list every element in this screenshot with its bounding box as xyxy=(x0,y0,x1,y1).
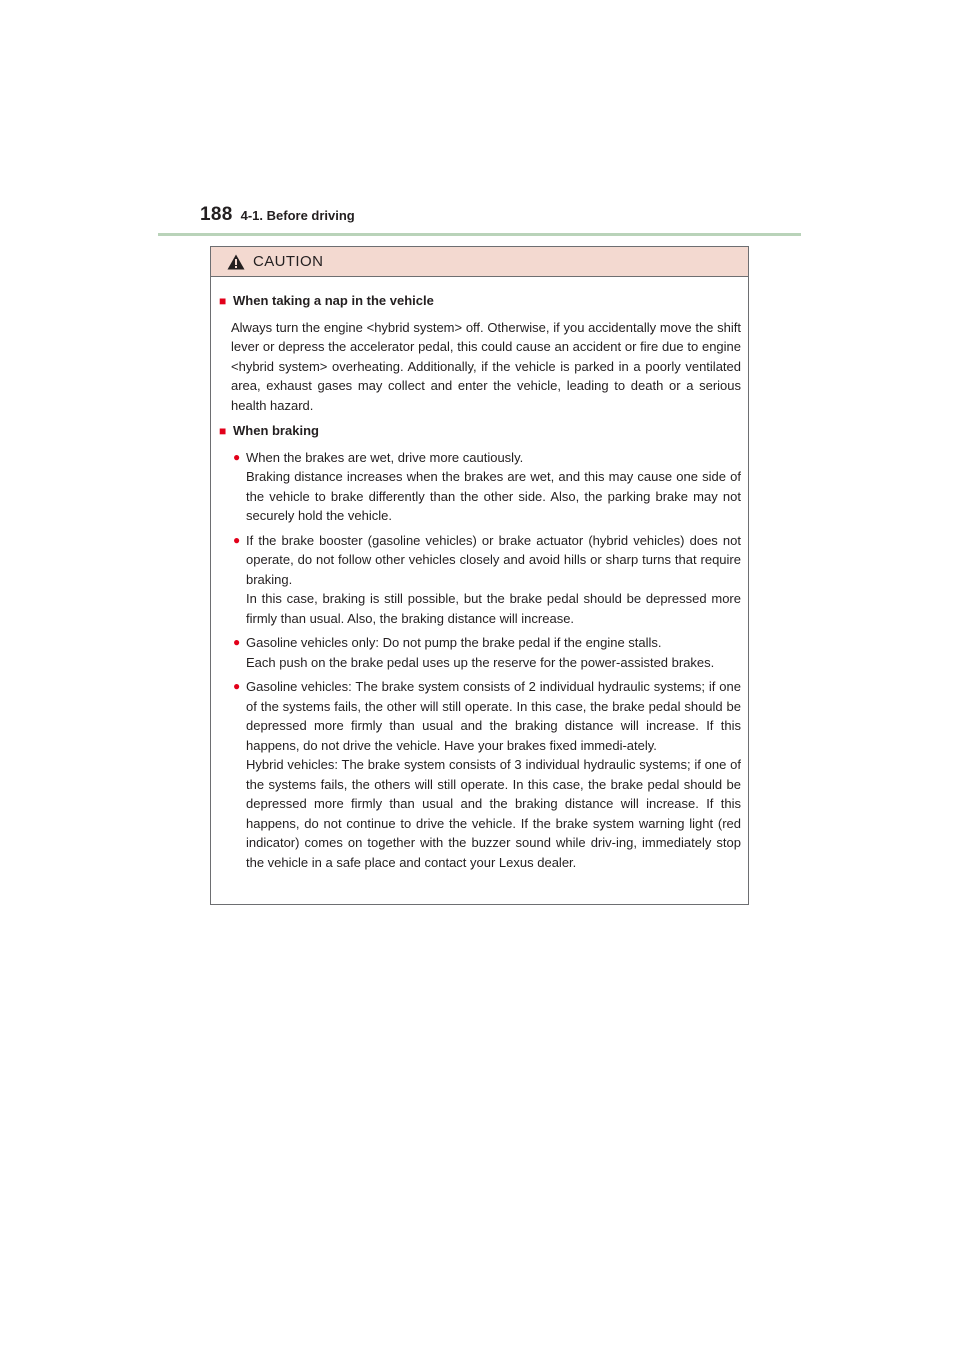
item-text: Hybrid vehicles: The brake system consists of 3 individual hydraulic systems; if one of the systems fails, the others will still operate. In this case, the brake pedal should be depressed more firmly than usual and the braking distance will increase. If this happens, do not continue to drive the vehicle. If the brake system warning light (red indicator) comes on together with the buzzer sound while driv-ing, immediately stop the vehicle in a safe place and contact your Lexus dealer. xyxy=(246,757,741,870)
topic-heading-braking xyxy=(219,421,741,442)
circle-bullet-icon: ● xyxy=(233,635,241,649)
caution-label: CAUTION xyxy=(253,253,324,270)
caution-box xyxy=(210,246,749,905)
page-header xyxy=(200,204,355,232)
topic-heading-text: When braking xyxy=(233,423,319,438)
list-item xyxy=(233,448,741,526)
item-text: Braking distance increases when the brakes are wet, and this may cause one side of the vehicle to brake differently than the other side. Also, the parking brake may not securely hold the vehicle. xyxy=(246,469,741,523)
square-bullet-icon: ■ xyxy=(219,424,227,438)
caution-body xyxy=(211,277,748,872)
item-text: Gasoline vehicles only: Do not pump the brake pedal if the engine stalls. xyxy=(246,635,662,650)
caution-header xyxy=(211,247,748,277)
warning-triangle-icon xyxy=(227,254,245,270)
circle-bullet-icon: ● xyxy=(233,449,241,464)
item-text: Gasoline vehicles: The brake system consists of 2 individual hydraulic systems; if one of the systems fails, the other will still operate. In this case, the brake pedal should be depressed more firmly than usual and the braking distance will increase. If this happens, do not drive the vehicle. Have your brakes fixed immedi-ately. xyxy=(246,679,741,753)
item-text: Each push on the brake pedal uses up the reserve for the power-assisted brakes. xyxy=(246,654,715,670)
header-divider xyxy=(158,233,801,236)
section-title: 4-1. Before driving xyxy=(240,208,355,223)
item-text: In this case, braking is still possible, but the brake pedal should be depressed more firmly than usual. Also, the braking distance will increase. xyxy=(246,591,741,626)
topic-heading-text: When taking a nap in the vehicle xyxy=(233,293,434,308)
topic-paragraph-nap: Always turn the engine <hybrid system> off. Otherwise, if you accidentally move the shift lever or depress the accelerator pedal, this could cause an accident or fire due to engine <hybrid system> overheating. Additionally, if the vehicle is parked in a poorly ventilated area, exhaust gases may collect and enter the vehicle, leading to death or a serious health hazard. xyxy=(231,319,741,413)
square-bullet-icon: ■ xyxy=(219,294,227,308)
list-item xyxy=(233,677,741,872)
page-number: 188 xyxy=(200,204,233,225)
circle-bullet-icon: ● xyxy=(233,532,241,547)
list-item xyxy=(233,633,741,672)
topic-heading-nap xyxy=(219,291,741,312)
circle-bullet-icon: ● xyxy=(233,679,241,693)
list-item xyxy=(233,531,741,629)
item-text: When the brakes are wet, drive more cautiously. xyxy=(246,449,524,465)
item-text: If the brake booster (gasoline vehicles) or brake actuator (hybrid vehicles) does not operate, do not follow other vehicles closely and avoid hills or sharp turns that require braking. xyxy=(246,532,741,587)
